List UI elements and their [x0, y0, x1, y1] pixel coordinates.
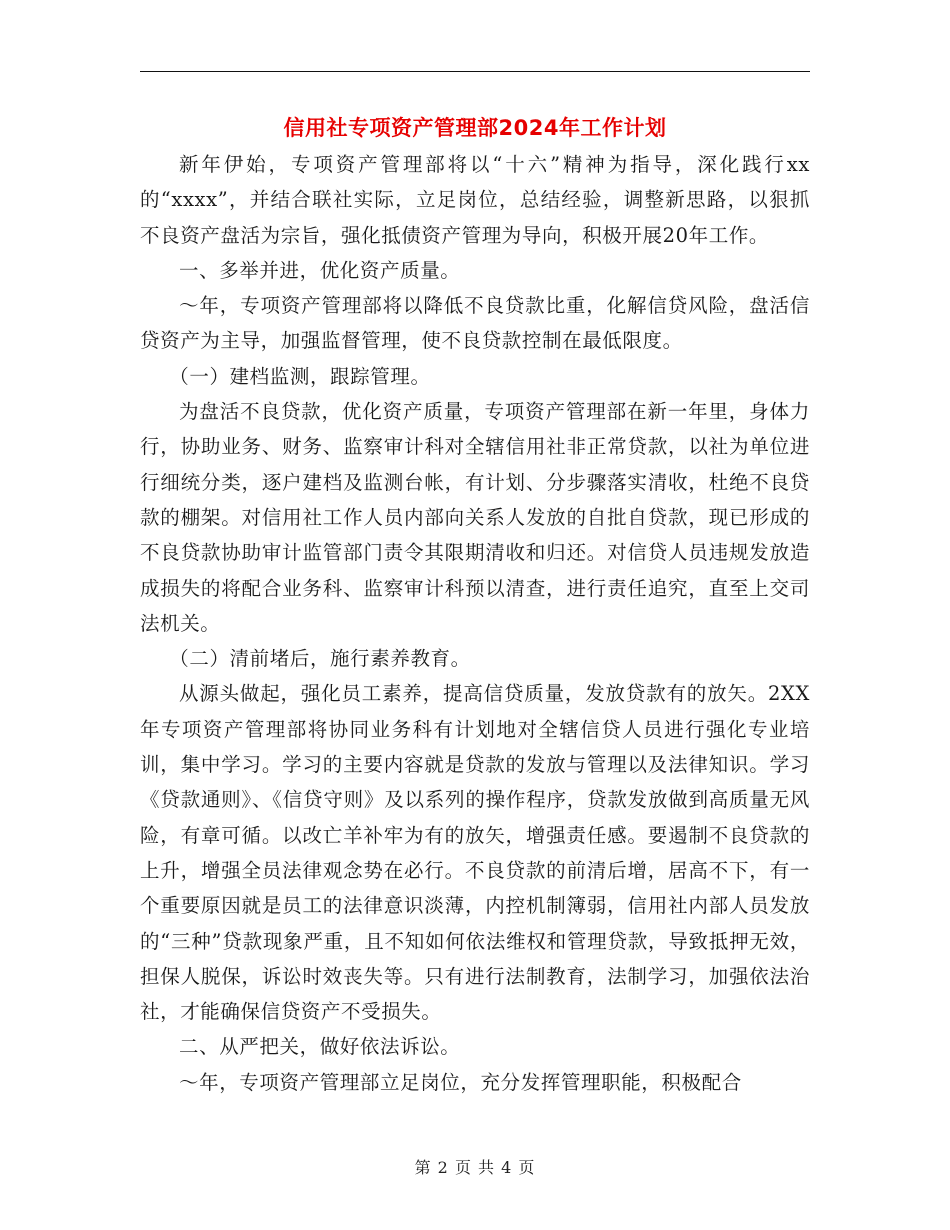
- subsection-heading-1: （一）建档监测，跟踪管理。: [169, 364, 431, 388]
- section-heading-2: 二、从严把关，做好依法诉讼。: [179, 1035, 461, 1059]
- document-body: [140, 147, 810, 1100]
- document-title: 信用社专项资产管理部2024年工作计划: [283, 116, 667, 140]
- header-rule: [140, 71, 810, 72]
- section-heading-1: 一、多举并进，优化资产质量。: [179, 258, 461, 282]
- paragraph: ～年，专项资产管理部将以降低不良贷款比重，化解信贷风险，盘活信贷资产为主导，加强监督管理，使不良贷款控制在最低限度。: [140, 294, 810, 353]
- page-number-footer: 第 2 页 共 4 页: [414, 1158, 536, 1177]
- paragraph-intro: 新年伊始，专项资产管理部将以“十六”精神为指导，深化践行xx的“xxxx”，并结合联社实际，立足岗位，总结经验，调整新思路，以狠抓不良资产盘活为宗旨，强化抵债资产管理为导向，积极开展20年工作。: [140, 153, 810, 247]
- paragraph: 为盘活不良贷款，优化资产质量，专项资产管理部在新一年里，身体力行，协助业务、财务、监察审计科对全辖信用社非正常贷款，以社为单位进行细统分类，逐户建档及监测台帐，有计划、分步骤落实清收，杜绝不良贷款的棚架。对信用社工作人员内部向关系人发放的自批自贷款，现已形成的不良贷款协助审计监管部门责令其限期清收和归还。对信贷人员违规发放造成损失的将配合业务科、监察审计科预以清查，进行责任追究，直至上交司法机关。: [140, 400, 810, 635]
- subsection-heading-2: （二）清前堵后，施行素养教育。: [169, 647, 471, 671]
- paragraph: ～年，专项资产管理部立足岗位，充分发挥管理职能，积极配合: [179, 1070, 742, 1094]
- paragraph: 从源头做起，强化员工素养，提高信贷质量，发放贷款有的放矢。2XX年专项资产管理部将协同业务科有计划地对全辖信贷人员进行强化专业培训，集中学习。学习的主要内容就是贷款的发放与管理以及法律知识。学习《贷款通则》、《信贷守则》及以系列的操作程序，贷款发放做到高质量无风险，有章可循。以改亡羊补牢为有的放矢，增强责任感。要遏制不良贷款的上升，增强全员法律观念势在必行。不良贷款的前清后增，居高不下，有一个重要原因就是员工的法律意识淡薄，内控机制簿弱，信用社内部人员发放的“三种”贷款现象严重，且不知如何依法维权和管理贷款，导致抵押无效，担保人脱保，诉讼时效丧失等。只有进行法制教育，法制学习，加强依法治社，才能确保信贷资产不受损失。: [140, 682, 810, 1024]
